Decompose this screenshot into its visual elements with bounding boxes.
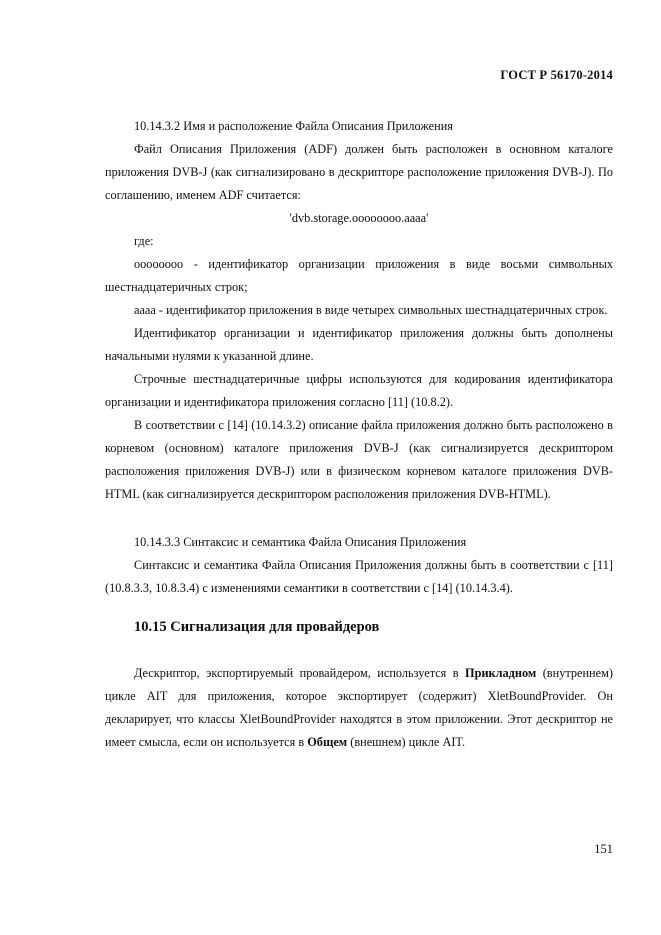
paragraph: В соответствии с [14] (10.14.3.2) описание файла приложения должно быть расположено в корневом (основном) каталоге приложения DVB-J (как сигнализируется дескриптором расположения приложения DVB-J) или в физическом корневом каталоге приложения DVB-HTML (как сигнализируется дескриптором расположения приложения DVB-HTML).	[105, 418, 613, 501]
paragraph: Синтаксис и семантика Файла Описания Приложения должны быть в соответствии с [11] (10.8.3.3, 10.8.3.4) с изменениями семантики в соответствии с [14] (10.14.3.4).	[105, 558, 613, 595]
text-run: (внутреннем) цикле AIT для приложения, которое экспортирует (содержит) XletBoundProvider. Он декларирует, что классы XletBoundProvider находятся в этом приложении. Этот дескриптор не имеет смысла, если он используется в	[105, 666, 613, 749]
where-label: где:	[134, 234, 154, 248]
paragraph-provider-descriptor	[105, 662, 613, 754]
bold-term-common: Общем	[307, 735, 348, 749]
paragraph: Файл Описания Приложения (ADF) должен быть расположен в основном каталоге приложения DVB-J (как сигнализировано в дескрипторе расположение приложения DVB-J). По соглашению, именем ADF считается:	[105, 142, 613, 202]
subsection-title-10-14-3-2: 10.14.3.2 Имя и расположение Файла Описания Приложения	[134, 119, 453, 133]
paragraph: Идентификатор организации и идентификатор приложения должны быть дополнены начальными нулями к указанной длине.	[105, 326, 613, 363]
definition-org-id: oooooooo - идентификатор организации приложения в виде восьми символьных шестнадцатеричных строк;	[105, 257, 613, 294]
page-number: 151	[594, 842, 613, 856]
definition-app-id: aaaa - идентификатор приложения в виде четырех символьных шестнадцатеричных строк.	[134, 303, 608, 317]
spacer	[105, 506, 613, 531]
subsection-title-10-14-3-3: 10.14.3.3 Синтаксис и семантика Файла Описания Приложения	[134, 535, 467, 549]
document-body	[105, 115, 613, 754]
text-run: Дескриптор, экспортируемый провайдером, используется в	[134, 666, 466, 680]
filename-pattern: 'dvb.storage.oooooooo.aaaa'	[289, 211, 429, 225]
document-id: ГОСТ Р 56170-2014	[500, 68, 613, 82]
text-run: (внешнем) цикле AIT.	[347, 735, 466, 749]
paragraph: Строчные шестнадцатеричные цифры используются для кодирования идентификатора организации и идентификатора приложения согласно [11] (10.8.2).	[105, 372, 613, 409]
section-heading-10-15: 10.15 Сигнализация для провайдеров	[134, 619, 380, 635]
bold-term-applied: Прикладном	[465, 666, 537, 680]
